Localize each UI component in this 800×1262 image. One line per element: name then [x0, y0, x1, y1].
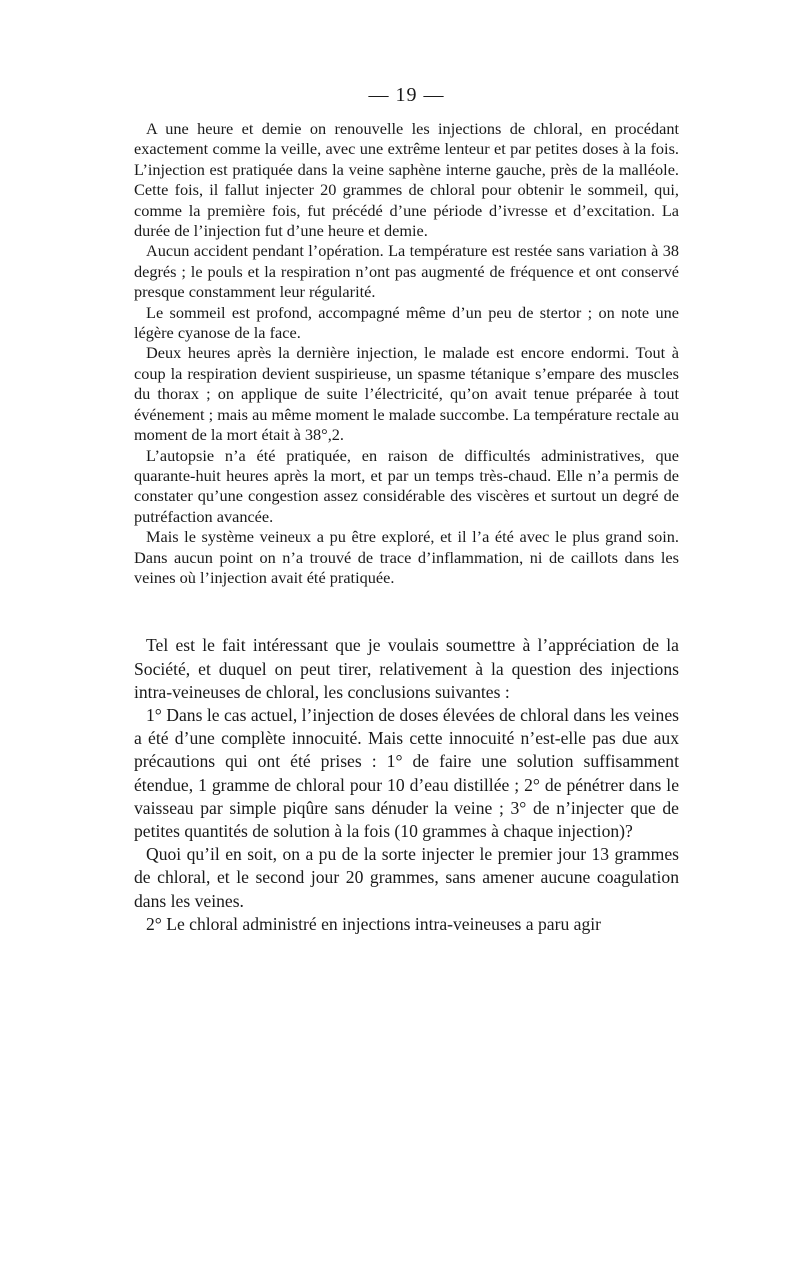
paragraph: Deux heures après la dernière injection, le malade est encore endormi. Tout à coup la respiration devient suspirieuse, un spasme tétanique s’empare des muscles du thorax ; on applique de suite l’électricité, qu’on avait tenue préparée à tout événement ; mais au même moment le malade succombe. La température rectale au moment de la mort était à 38°,2.: [134, 343, 679, 445]
paragraph: A une heure et demie on renouvelle les injections de chloral, en procédant exactement comme la veille, avec une extrême lenteur et par petites doses à la fois. L’injection est pratiquée dans la veine saphène interne gauche, près de la malléole. Cette fois, il fallut injecter 20 grammes de chloral pour obtenir le sommeil, qui, comme la première fois, fut précédé d’une période d’ivresse et d’excitation. La durée de l’injection fut d’une heure et demie.: [134, 119, 679, 241]
conclusions-section: [134, 634, 679, 936]
paragraph: 1° Dans le cas actuel, l’injection de doses élevées de chloral dans les veines a été d’une complète innocuité. Mais cette innocuité n’est-elle pas due aux précautions qui ont été prises : 1° de faire une solution suffisamment étendue, 1 gramme de chloral pour 10 d’eau distillée ; 2° de pénétrer dans le vaisseau par simple piqûre sans dénuder la veine ; 3° de n’injecter que de petites quantités de solution à la fois (10 grammes à chaque injection)?: [134, 704, 679, 841]
paragraph: Aucun accident pendant l’opération. La température est restée sans variation à 38 degrés ; le pouls et la respiration n’ont pas augmenté de fréquence et ont conservé presque constamment leur régularité.: [134, 241, 679, 302]
paragraph: Tel est le fait intéressant que je voulais soumettre à l’appréciation de la Société, et duquel on peut tirer, relativement à la question des injections intra-veineuses de chloral, les conclusions suivantes :: [134, 635, 679, 702]
page-number: — 19 —: [368, 84, 445, 106]
paragraph: Mais le système veineux a pu être exploré, et il l’a été avec le plus grand soin. Dans aucun point on n’a trouvé de trace d’inflammation, ni de caillots dans les veines où l’injection avait été pratiquée.: [134, 527, 679, 587]
paragraph: 2° Le chloral administré en injections intra-veineuses a paru agir: [146, 913, 602, 934]
paragraph: Le sommeil est profond, accompagné même d’un peu de stertor ; on note une légère cyanose de la face.: [134, 302, 679, 343]
case-report-section: [134, 119, 679, 588]
paragraph: L’autopsie n’a été pratiquée, en raison de difficultés administratives, que quarante-huit heures après la mort, et par un temps très-chaud. Elle n’a permis de constater qu’une congestion assez considérable des viscères et surtout un degré de putréfaction avancée.: [134, 445, 679, 526]
document-page: [134, 84, 679, 936]
paragraph: Quoi qu’il en soit, on a pu de la sorte injecter le premier jour 13 grammes de chloral, et le second jour 20 grammes, sans amener aucune coagulation dans les veines.: [134, 844, 679, 911]
